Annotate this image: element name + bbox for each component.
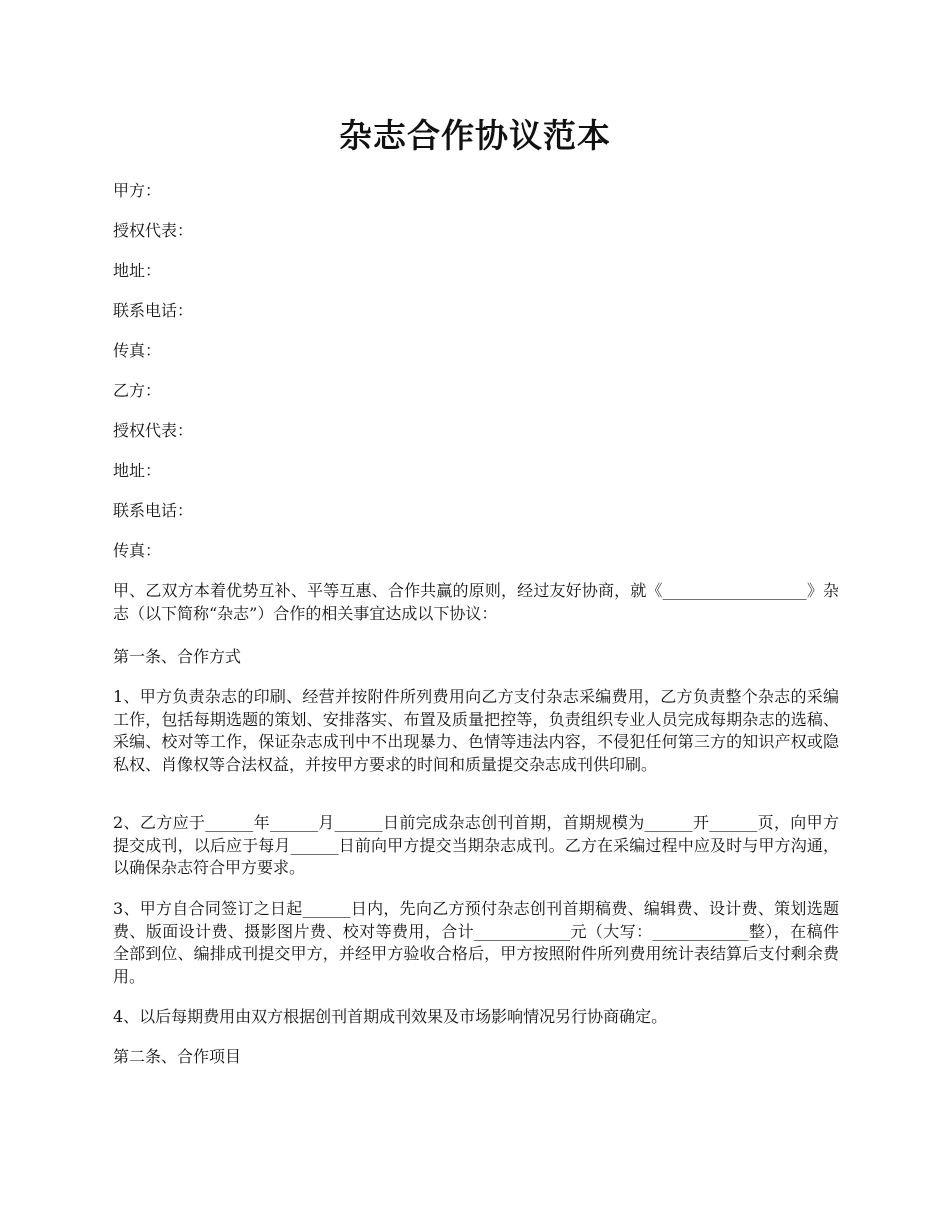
article1-heading: 第一条、合作方式: [113, 647, 242, 666]
party-b-rep-label: 授权代表：: [113, 421, 194, 440]
article1-clause-3: 3、甲方自合同签订之日起______日内，先向乙方预付杂志创刊首期稿费、编辑费、设计费、策划选题费、版面设计费、摄影图片费、校对等费用，合计____________元（大写：____________整），在稿件全部到位、编排成刊提交甲方，并经甲方验收合格后，甲方按照附件所列费用统计表结算后支付剩余费用。: [113, 899, 839, 986]
party-a-address-label: 地址：: [113, 261, 162, 280]
preamble-paragraph: 甲、乙双方本着优势互补、平等互惠、合作共赢的原则，经过友好协商，就《__________________》杂志（以下简称“杂志”）合作的相关事宜达成以下协议：: [113, 581, 839, 623]
party-b-name-label: 乙方：: [113, 381, 162, 400]
party-a-phone-label: 联系电话：: [113, 301, 194, 320]
article1-clause-4: 4、以后每期费用由双方根据创刊首期成刊效果及市场影响情况另行协商确定。: [113, 1007, 668, 1026]
party-b-address-label: 地址：: [113, 461, 162, 480]
party-b-fax-label: 传真：: [113, 541, 162, 560]
party-a-rep-label: 授权代表：: [113, 221, 194, 240]
article1-clause-1: 1、甲方负责杂志的印刷、经营并按附件所列费用向乙方支付杂志采编费用，乙方负责整个杂志的采编工作，包括每期选题的策划、安排落实、布置及质量把控等，负责组织专业人员完成每期杂志的选稿、采编、校对等工作，保证杂志成刊中不出现暴力、色情等违法内容，不侵犯任何第三方的知识产权或隐私权、肖像权等合法权益，并按甲方要求的时间和质量提交杂志成刊供印刷。: [113, 687, 839, 774]
document-title: 杂志合作协议范本: [339, 116, 611, 155]
party-a-fax-label: 传真：: [113, 341, 162, 360]
party-b-phone-label: 联系电话：: [113, 501, 194, 520]
article2-heading: 第二条、合作项目: [113, 1047, 242, 1066]
party-a-name-label: 甲方：: [113, 181, 162, 200]
article1-clause-2: 2、乙方应于______年______月______日前完成杂志创刊首期，首期规模为______开______页，向甲方提交成刊，以后应于每月______日前向甲方提交当期杂志成刊。乙方在采编过程中应及时与甲方沟通，以确保杂志符合甲方要求。: [113, 813, 839, 877]
